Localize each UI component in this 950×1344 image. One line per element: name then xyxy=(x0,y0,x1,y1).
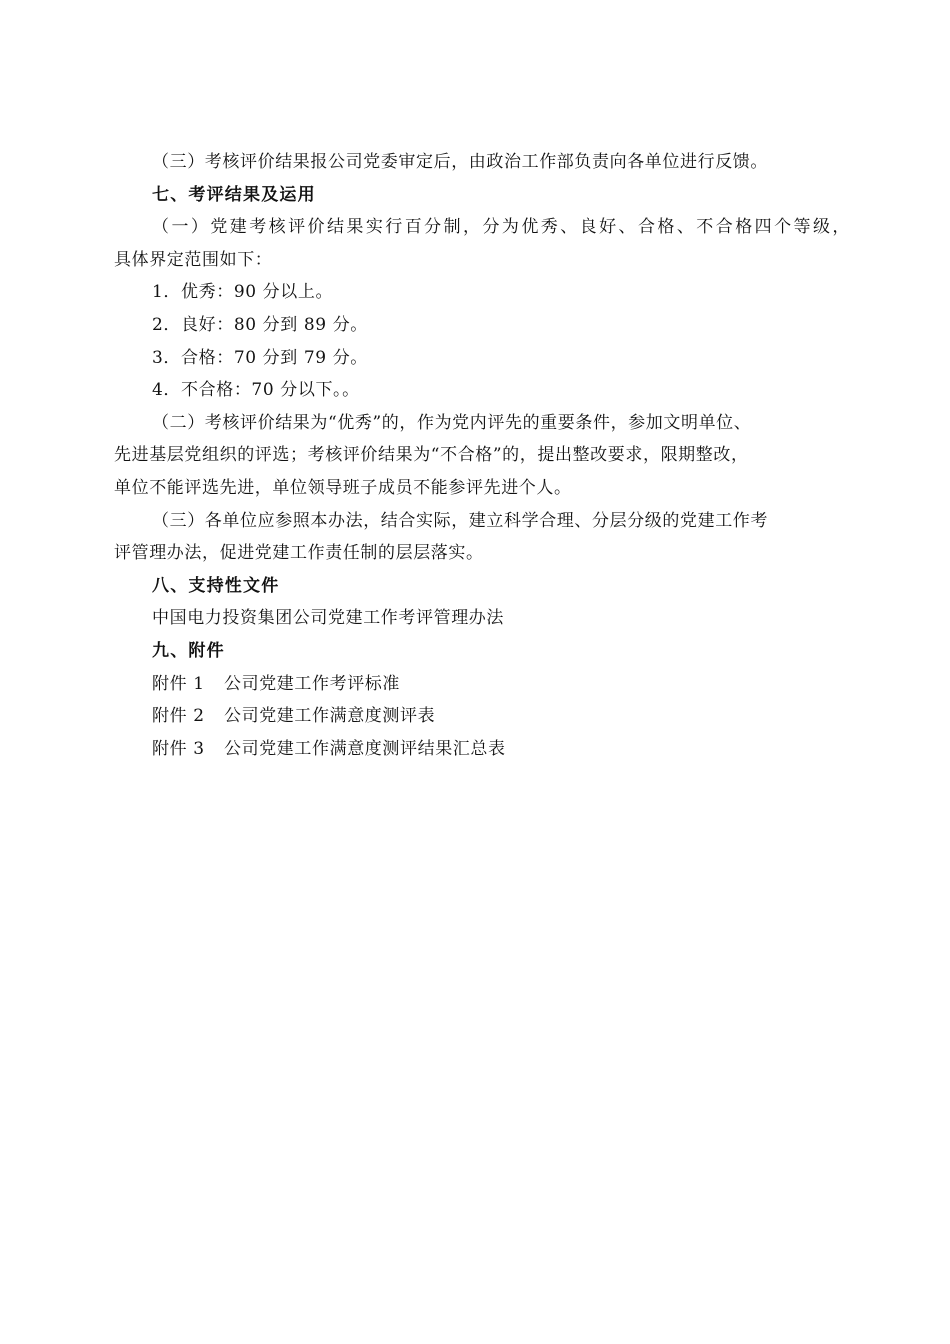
section-heading-supporting-docs: 八、支持性文件 xyxy=(152,575,280,596)
grade-good: 2．良好：80 分到 89 分。 xyxy=(152,314,368,335)
attachment-title: 公司党建工作满意度测评结果汇总表 xyxy=(224,738,506,759)
attachment-title: 公司党建工作满意度测评表 xyxy=(224,706,436,727)
attachment-label: 附件 2 xyxy=(152,706,205,727)
paragraph-units-line-1: （三）各单位应参照本办法，结合实际，建立科学合理、分层分级的党建工作考 xyxy=(152,510,768,531)
paragraph-grading-line-1: （一）党建考核评价结果实行百分制，分为优秀、良好、合格、不合格四个等级， xyxy=(152,217,850,238)
supporting-doc-title: 中国电力投资集团公司党建工作考评管理办法 xyxy=(152,608,504,629)
attachment-label: 附件 1 xyxy=(152,673,205,694)
section-heading-results: 七、考评结果及运用 xyxy=(152,184,316,205)
paragraph-usage-line-2: 先进基层党组织的评选；考核评价结果为“不合格”的，提出整改要求，限期整改， xyxy=(114,445,749,466)
paragraph-usage-line-1: （二）考核评价结果为“优秀”的，作为党内评先的重要条件，参加文明单位、 xyxy=(152,412,752,433)
paragraph-feedback: （三）考核评价结果报公司党委审定后，由政治工作部负责向各单位进行反馈。 xyxy=(152,152,768,172)
paragraph-usage-line-3: 单位不能评选先进，单位领导班子成员不能参评先进个人。 xyxy=(114,477,572,498)
grade-fail: 4．不合格：70 分以下。。 xyxy=(152,380,360,401)
attachment-item-3 xyxy=(114,733,850,766)
paragraph-grading-line-2: 具体界定范围如下： xyxy=(114,249,273,270)
section-heading-attachments: 九、附件 xyxy=(152,640,225,661)
attachment-title: 公司党建工作考评标准 xyxy=(224,673,400,694)
grade-excellent: 1．优秀：90 分以上。 xyxy=(152,282,334,303)
paragraph-units-line-2: 评管理办法，促进党建工作责任制的层层落实。 xyxy=(114,543,484,564)
document-body xyxy=(114,146,850,765)
attachment-item-1 xyxy=(114,668,850,701)
grade-pass: 3．合格：70 分到 79 分。 xyxy=(152,347,368,368)
attachment-label: 附件 3 xyxy=(152,738,205,759)
attachment-item-2 xyxy=(114,700,850,733)
